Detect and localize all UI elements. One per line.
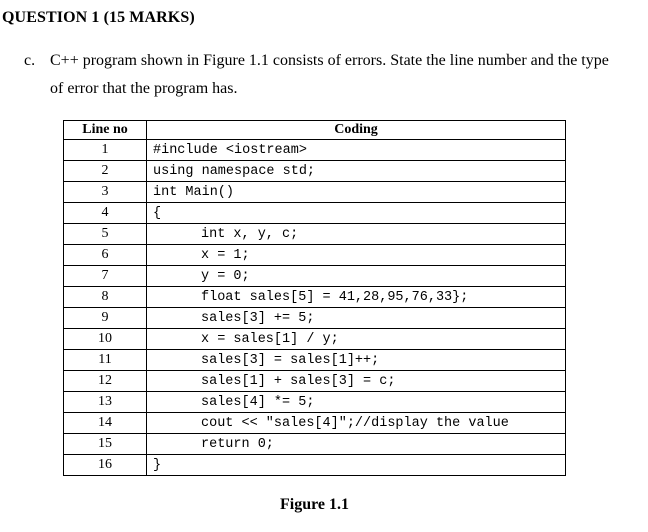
line-number-cell: 14 xyxy=(64,413,147,434)
line-number-cell: 1 xyxy=(64,140,147,161)
question-heading: QUESTION 1 (15 MARKS) xyxy=(2,9,195,26)
code-cell: x = 1; xyxy=(147,245,566,266)
code-table xyxy=(63,120,566,476)
code-cell: sales[1] + sales[3] = c; xyxy=(147,371,566,392)
table-row xyxy=(64,392,566,413)
header-line-no: Line no xyxy=(64,121,147,140)
header-coding: Coding xyxy=(147,121,566,140)
code-cell: sales[4] *= 5; xyxy=(147,392,566,413)
line-number-cell: 7 xyxy=(64,266,147,287)
code-cell: using namespace std; xyxy=(147,161,566,182)
line-number-cell: 12 xyxy=(64,371,147,392)
table-row xyxy=(64,266,566,287)
table-row xyxy=(64,413,566,434)
code-cell: { xyxy=(147,203,566,224)
table-row xyxy=(64,329,566,350)
code-cell: x = sales[1] / y; xyxy=(147,329,566,350)
code-cell: #include <iostream> xyxy=(147,140,566,161)
code-cell: return 0; xyxy=(147,434,566,455)
line-number-cell: 3 xyxy=(64,182,147,203)
question-line-2: of error that the program has. xyxy=(50,80,238,97)
question-text xyxy=(24,47,609,103)
line-number-cell: 8 xyxy=(64,287,147,308)
code-cell: sales[3] += 5; xyxy=(147,308,566,329)
code-cell: int x, y, c; xyxy=(147,224,566,245)
line-number-cell: 9 xyxy=(64,308,147,329)
line-number-cell: 5 xyxy=(64,224,147,245)
question-marker: c. xyxy=(24,52,36,69)
table-row xyxy=(64,182,566,203)
table-row xyxy=(64,434,566,455)
line-number-cell: 16 xyxy=(64,455,147,476)
table-row xyxy=(64,350,566,371)
line-number-cell: 6 xyxy=(64,245,147,266)
line-number-cell: 10 xyxy=(64,329,147,350)
table-row xyxy=(64,161,566,182)
figure-caption: Figure 1.1 xyxy=(280,496,350,513)
line-number-cell: 15 xyxy=(64,434,147,455)
line-number-cell: 11 xyxy=(64,350,147,371)
code-table-header-row xyxy=(64,121,566,140)
table-row xyxy=(64,140,566,161)
code-cell: int Main() xyxy=(147,182,566,203)
line-number-cell: 4 xyxy=(64,203,147,224)
line-number-cell: 2 xyxy=(64,161,147,182)
table-row xyxy=(64,245,566,266)
table-row xyxy=(64,287,566,308)
question-line-1-text: C++ program shown in Figure 1.1 consists of errors. State the line number and the type xyxy=(50,52,609,69)
code-cell: float sales[5] = 41,28,95,76,33}; xyxy=(147,287,566,308)
code-table-body xyxy=(64,140,566,476)
table-row xyxy=(64,203,566,224)
table-row xyxy=(64,308,566,329)
table-row xyxy=(64,455,566,476)
question-line-1 xyxy=(24,47,609,75)
code-cell: sales[3] = sales[1]++; xyxy=(147,350,566,371)
table-row xyxy=(64,224,566,245)
code-cell: y = 0; xyxy=(147,266,566,287)
code-cell: cout << "sales[4]";//display the value xyxy=(147,413,566,434)
code-cell: } xyxy=(147,455,566,476)
table-row xyxy=(64,371,566,392)
line-number-cell: 13 xyxy=(64,392,147,413)
